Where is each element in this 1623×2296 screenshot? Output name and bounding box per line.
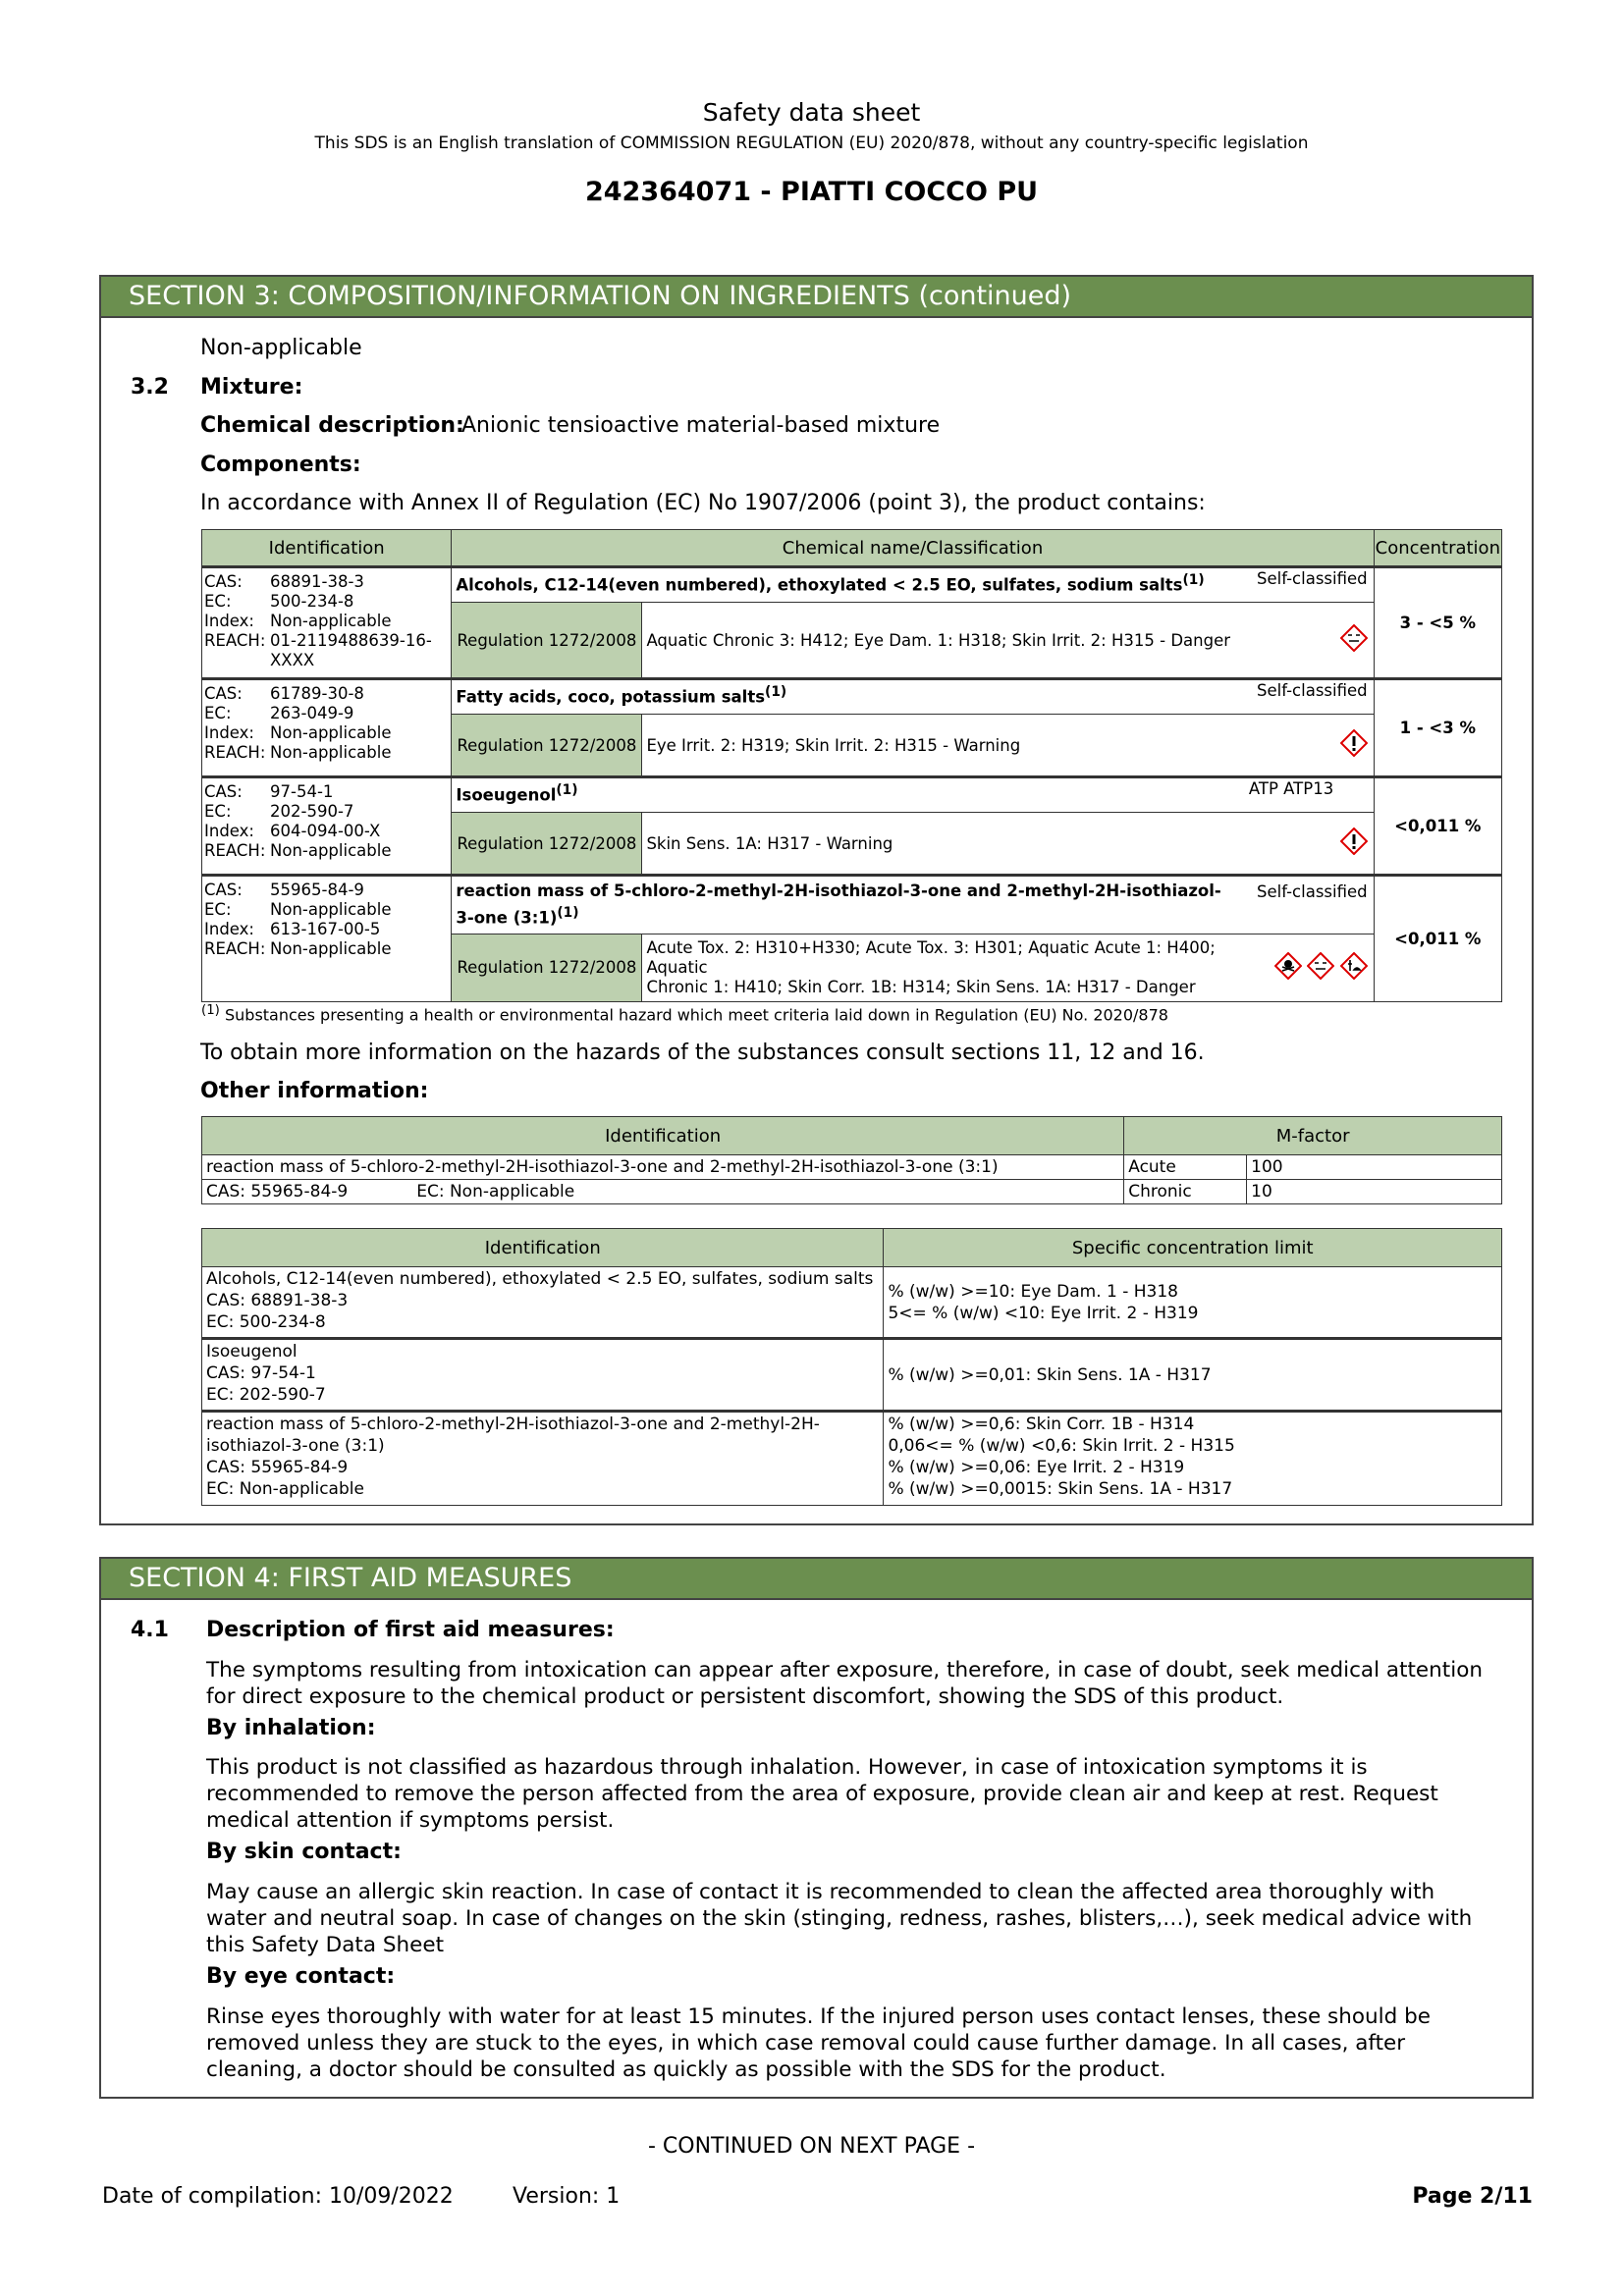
corrosion-icon [1307, 952, 1334, 980]
non-applicable-text: Non-applicable [200, 336, 362, 360]
mfactor-type: Acute [1124, 1155, 1247, 1180]
component-row [202, 679, 1502, 715]
component-row [202, 876, 1502, 934]
regulation-label: Regulation 1272/2008 [452, 934, 642, 1001]
mfactor-value: 100 [1247, 1155, 1502, 1180]
component-classification: Skin Sens. 1A: H317 - Warning [642, 813, 1241, 876]
eye-contact-label: By eye contact: [206, 1964, 396, 1989]
section-4-heading: SECTION 4: FIRST AID MEASURES [101, 1559, 1532, 1600]
component-row [202, 567, 1502, 603]
product-title: 242364071 - PIATTI COCCO PU [584, 177, 1039, 207]
mfactor-value: 10 [1247, 1180, 1502, 1204]
skull-icon [1274, 952, 1302, 980]
component-identifiers: CAS: 61789-30-8 EC: 263-049-9 Index: Non-applicable REACH: Non-applicable [202, 679, 452, 777]
specific-concentration-limit-table [201, 1228, 1502, 1506]
mfactor-type: Chronic [1124, 1180, 1247, 1204]
component-name: reaction mass of 5-chloro-2-methyl-2H-isothiazol-3-one and 2-methyl-2H-isothiazol- 3-one (3:1)$^{(1)}$ [452, 876, 1241, 934]
component-concentration: 1 - <3 % [1374, 679, 1501, 777]
pictogram-group [1241, 934, 1374, 1001]
version: Version: 1 [513, 2184, 621, 2209]
mfactor-col-identification: Identification [202, 1117, 1124, 1155]
scl-col-limit: Specific concentration limit [884, 1229, 1502, 1267]
pictogram-group [1241, 603, 1374, 679]
component-identifiers: CAS: 55965-84-9 EC: Non-applicable Index: 613-167-00-5 REACH: Non-applicable [202, 876, 452, 1002]
table-row [202, 1180, 1502, 1204]
component-name: Fatty acids, coco, potassium salts$^{(1)}$ [452, 679, 1241, 715]
regulation-label: Regulation 1272/2008 [452, 603, 642, 679]
mfactor-substance: reaction mass of 5-chloro-2-methyl-2H-isothiazol-3-one and 2-methyl-2H-isothiazol-3-one (3:1) [202, 1155, 1124, 1180]
scl-limits: % (w/w) >=0,6: Skin Corr. 1B - H314 0,06<= % (w/w) <0,6: Skin Irrit. 2 - H315 % (w/w) >=0,06: Eye Irrit. 2 - H319 % (w/w) >=0,0015: Skin Sens. 1A - H317 [884, 1412, 1502, 1506]
annex-text: In accordance with Annex II of Regulation (EC) No 1907/2006 (point 3), the product contains: [200, 491, 1206, 515]
regulation-label: Regulation 1272/2008 [452, 715, 642, 777]
classification-source: Self-classified [1241, 567, 1374, 603]
pictogram-group [1241, 813, 1374, 876]
document-title: Safety data sheet [702, 98, 921, 127]
footnote: $^{(1)}$ Substances presenting a health or environmental hazard which meet criteria laid down in Regulation (EU) No. 2020/878 [201, 1003, 1168, 1025]
table-row [202, 1412, 1502, 1506]
component-name: Isoeugenol$^{(1)}$ [452, 777, 1241, 813]
mixture-label: Mixture: [200, 375, 303, 400]
scl-limits: % (w/w) >=10: Eye Dam. 1 - H318 5<= % (w/w) <10: Eye Irrit. 2 - H319 [884, 1267, 1502, 1339]
components-table [201, 529, 1502, 1002]
components-label: Components: [200, 453, 361, 477]
classification-source: Self-classified [1241, 679, 1374, 715]
corrosion-icon [1340, 624, 1368, 652]
pictogram-group [1241, 715, 1374, 777]
classification-source: ATP ATP13 [1241, 777, 1374, 813]
continued-notice: - CONTINUED ON NEXT PAGE - [647, 2134, 976, 2159]
chemical-description-label: Chemical description: [200, 413, 464, 438]
inhalation-text: This product is not classified as hazardous through inhalation. However, in case of intoxication symptoms it is recommended to remove the person affected from the area of exposure, provide clean air and keep at rest. Request medical attention if symptoms persist. [206, 1755, 1438, 1833]
document-subtitle: This SDS is an English translation of COMMISSION REGULATION (EU) 2020/878, without any country-specific legislation [314, 133, 1309, 153]
col-concentration: Concentration [1374, 530, 1501, 567]
scl-limits: % (w/w) >=0,01: Skin Sens. 1A - H317 [884, 1339, 1502, 1412]
exclamation-icon [1340, 828, 1368, 855]
component-identifiers: CAS: 97-54-1 EC: 202-590-7 Index: 604-094-00-X REACH: Non-applicable [202, 777, 452, 876]
scl-identification: Alcohols, C12-14(even numbered), ethoxylated < 2.5 EO, sulfates, sodium salts CAS: 68891-38-3 EC: 500-234-8 [202, 1267, 884, 1339]
component-classification: Acute Tox. 2: H310+H330; Acute Tox. 3: H301; Aquatic Acute 1: H400; Aquatic Chronic 1: H410; Skin Corr. 1B: H314; Skin Sens. 1A: H317 - Danger [642, 934, 1241, 1001]
mfactor-ids: CAS: 55965-84-9 EC: Non-applicable [202, 1180, 1124, 1204]
more-info-text: To obtain more information on the hazards of the substances consult sections 11, 12 and 16. [200, 1041, 1205, 1065]
component-concentration: <0,011 % [1374, 777, 1501, 876]
skin-contact-label: By skin contact: [206, 1840, 402, 1864]
section-number-3-2: 3.2 [131, 375, 169, 400]
mfactor-col-mfactor: M-factor [1124, 1117, 1502, 1155]
page-number: Page 2/11 [1412, 2184, 1533, 2209]
first-aid-description-label: Description of first aid measures: [206, 1618, 615, 1642]
col-identification: Identification [202, 530, 452, 567]
scl-col-identification: Identification [202, 1229, 884, 1267]
table-row [202, 1339, 1502, 1412]
chemical-description-value: Anionic tensioactive material-based mixture [461, 413, 941, 438]
scl-identification: reaction mass of 5-chloro-2-methyl-2H-isothiazol-3-one and 2-methyl-2H- isothiazol-3-one (3:1) CAS: 55965-84-9 EC: Non-applicable [202, 1412, 884, 1506]
component-concentration: <0,011 % [1374, 876, 1501, 1002]
component-concentration: 3 - <5 % [1374, 567, 1501, 679]
skin-contact-text: May cause an allergic skin reaction. In case of contact it is recommended to clean the affected area thoroughly with water and neutral soap. In case of changes on the skin (stinging, redness, rashes, blisters,…), seek medical advice with this Safety Data Sheet [206, 1880, 1473, 1957]
col-chemical-name: Chemical name/Classification [452, 530, 1374, 567]
component-name: Alcohols, C12-14(even numbered), ethoxylated < 2.5 EO, sulfates, sodium salts$^{(1)}$ [452, 567, 1241, 603]
exclamation-icon [1340, 729, 1368, 757]
first-aid-intro: The symptoms resulting from intoxication can appear after exposure, therefore, in case of doubt, seek medical attention for direct exposure to the chemical product or persistent discomfort, showing the SDS of this product. [206, 1658, 1483, 1709]
component-identifiers: CAS: 68891-38-3 EC: 500-234-8 Index: Non-applicable REACH: 01-2119488639-16-XXXX [202, 567, 452, 679]
scl-identification: Isoeugenol CAS: 97-54-1 EC: 202-590-7 [202, 1339, 884, 1412]
m-factor-table [201, 1116, 1502, 1204]
component-row [202, 777, 1502, 813]
component-classification: Aquatic Chronic 3: H412; Eye Dam. 1: H318; Skin Irrit. 2: H315 - Danger [642, 603, 1241, 679]
section-3-heading: SECTION 3: COMPOSITION/INFORMATION ON INGREDIENTS (continued) [101, 277, 1532, 318]
other-information-label: Other information: [200, 1079, 429, 1103]
component-classification: Eye Irrit. 2: H319; Skin Irrit. 2: H315 - Warning [642, 715, 1241, 777]
environment-icon [1340, 952, 1368, 980]
table-row [202, 1267, 1502, 1339]
section-number-4-1: 4.1 [131, 1618, 169, 1642]
regulation-label: Regulation 1272/2008 [452, 813, 642, 876]
inhalation-label: By inhalation: [206, 1716, 376, 1740]
table-row [202, 1155, 1502, 1180]
compilation-date: Date of compilation: 10/09/2022 [102, 2184, 454, 2209]
classification-source: Self-classified [1241, 876, 1374, 934]
eye-contact-text: Rinse eyes thoroughly with water for at least 15 minutes. If the injured person uses contact lenses, these should be removed unless they are stuck to the eyes, in which case removal could cause further damage. In all cases, after cleaning, a doctor should be consulted as quickly as possible with the SDS for the product. [206, 2004, 1431, 2082]
